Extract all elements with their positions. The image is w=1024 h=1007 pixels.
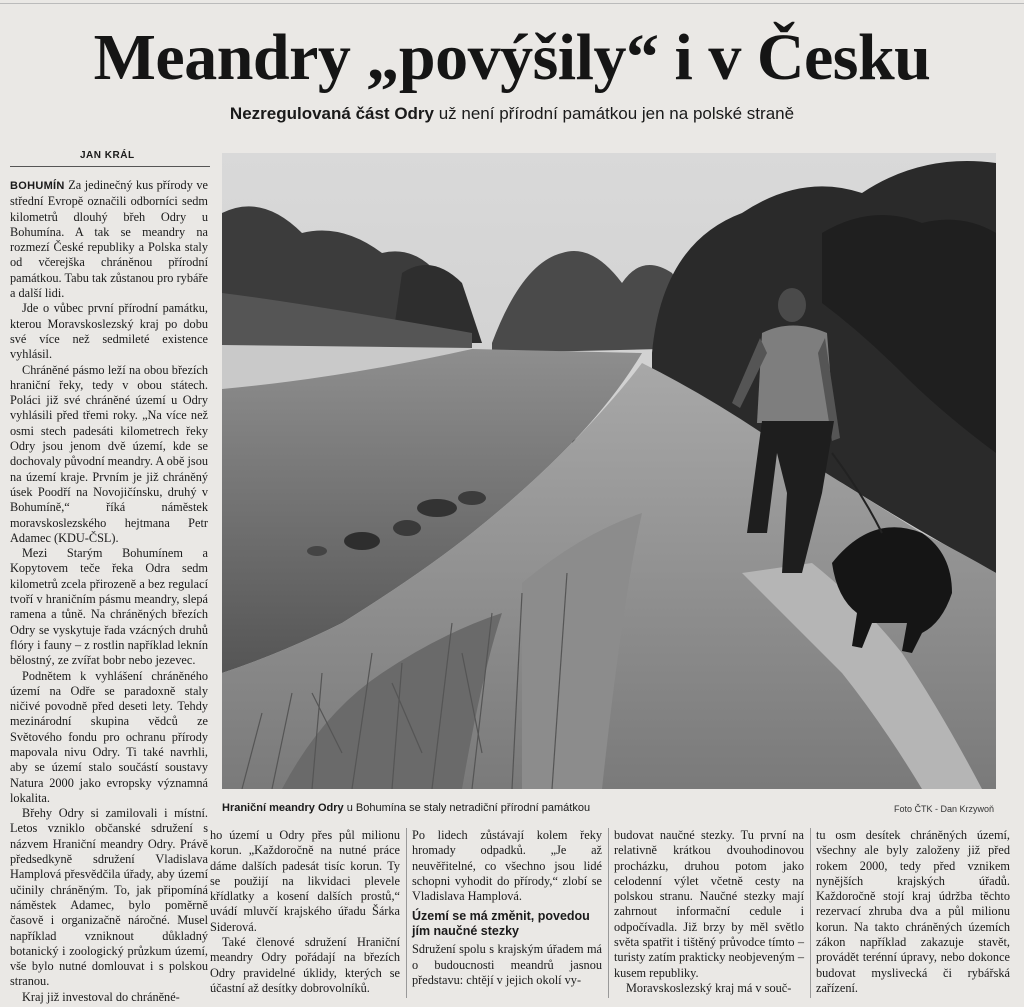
author-byline: JAN KRÁL (80, 150, 135, 161)
paragraph: ho území u Odry přes půl milionu korun. „Každoročně na nutné práce dáme dalších padesát tisíc korun. Ty se použijí na likvidaci plevele křídlatky a kosení dalších prostů,“ uvádí mluvčí krajského úřadu Šárka Siderová. (210, 828, 400, 934)
column-5 (816, 828, 1010, 996)
paragraph (10, 178, 208, 301)
column-divider (406, 828, 407, 998)
photo-credit: Foto ČTK - Dan Krzywoň (893, 804, 994, 814)
column-divider (608, 828, 609, 998)
paragraph: Moravskoslezský kraj má v souč- (626, 980, 792, 995)
column-1 (10, 178, 208, 1005)
photo-caption (222, 802, 590, 814)
paragraph: Podnětem k vyhlášení chráněného území na Odře se paradoxně staly ničivé povodně před deseti lety. Tehdy mezinárodní skupina vědců ze Světového fondu pro ochranu přírody mapovala nivu Odry. Ti také navrhli, aby se území stalo součástí soustavy Natura 2000 jako evropsky významná lokalita. (10, 668, 208, 805)
dateline: BOHUMÍN (10, 180, 65, 192)
photo-illustration (222, 153, 996, 789)
intertitle: Území se má změnit, povedou jím naučné stezky (412, 909, 590, 939)
paragraph: Po lidech zůstávají kolem řeky hromady odpadků. „Je až neuvěřitelné, co všechno jsou lidé schopni vyhodit do přírody,“ zlobí se Vladislava Hamplová. (412, 828, 602, 904)
paragraph-text: Za jedinečný kus přírody ve střední Evropě označili odborníci sedm kilometrů dlouhý břeh Odry u Bohumína. A tak se meandry na rozmezí České republiky a Polska staly od včerejška chráněnou přírodní památkou. Tabu tak zůstanou pro rybáře a další lidi. (10, 178, 208, 301)
subhead-bold: Nezregulovaná část Odry (229, 104, 434, 123)
column-4 (614, 828, 804, 996)
column-2 (210, 828, 400, 996)
paragraph: Chráněné pásmo leží na obou březích hraniční řeky, tedy v obou státech. Poláci již své chráněné území u Odry vyhlásili před třemi roky. „Na více než osmi stech padesáti kilometrech řeky Odry jsou jenom dvě území, kde se dochovaly původní meandry. A obě jsou na území kraje. Prvním je již chráněný úsek Poodří na Novojičínsku, druhý v Bohumíně,“ říká náměstek moravskoslezského hejtmana Petr Adamec (KDU-ČSL). (10, 362, 208, 545)
caption-rest: u Bohumína se staly netradiční přírodní památkou (343, 802, 591, 814)
paragraph: Mezi Starým Bohumínem a Kopytovem teče řeka Odra sedm kilometrů zcela přirozeně a bez regulací tvoří v hraničním pásmu meandry, slepá ramena a tůně. Na chráněných březích Odry se vyskytuje řada vzácných druhů flóry i fauny – z rostlin například leknín bělostný, ze zvířat bobr nebo jezevec. (10, 546, 208, 668)
paragraph: Také členové sdružení Hraniční meandry Odry pořádají na březích Odry pravidelné úklidy, kterých se účastní až desítky dobrovolníků. (210, 935, 400, 995)
subhead-rest: už není přírodní památkou jen na polské straně (434, 104, 795, 123)
paragraph: Kraj již investoval do chráněné- (22, 989, 180, 1004)
paragraph: tu osm desítek chráněných území, všechny ale byly založeny již před rokem 2000, tedy před vznikem nynějších krajských úřadů. Každoročně stojí kraj údržba těchto rezervací zhruba dva a půl milionu korun. Na takto chráněných územích zákon například zakazuje stavět, provádět terénní úpravy, nebo dokonce budovat myslivecká či rybářská zařízení. (816, 828, 1010, 995)
paragraph: Sdružení spolu s krajským úřadem má o budoucnosti meandrů jasnou představu: chtějí v jejich okolí vy- (412, 942, 602, 988)
paragraph: Jde o vůbec první přírodní památku, kterou Moravskoslezský kraj po dobu své více než sedmileté existence vyhlásil. (10, 301, 208, 362)
column-3 (412, 828, 602, 988)
paragraph: Břehy Odry si zamilovali i místní. Letos vzniklo občanské sdružení s názvem Hraniční meandry Odry. Právě předsedkyně sdružení Vladislava Hamplová přesvědčila úřady, aby území učinily chráněným. To, jak připomíná náměstek Adamec, bylo poměrně časově i organizačně náročné. Musel například vzniknout důkladný botanický i zoologický průzkum území, vše bylo nutné domlouvat i s polskou stranou. (10, 806, 208, 989)
headline: Meandry „povýšily“ i v Česku (93, 21, 931, 94)
caption-bold: Hraniční meandry Odry (222, 802, 344, 814)
paragraph: budovat naučné stezky. Tu první na relativně krátkou dvouhodinovou procházku, druhou potom jako celodenní výlet včetně cesty na polskou stranu. Naučné stezky mají zahrnout informační cedule i odpočívadla. Již brzy by měl světlo světa spatřit i tištěný průvodce tímto – turisty zatím prakticky neobjeveným – kusem republiky. (614, 828, 804, 980)
river-photo (222, 153, 996, 789)
top-rule (0, 3, 1024, 4)
column-divider (810, 828, 811, 998)
subheadline (0, 104, 1024, 124)
author-rule (10, 166, 210, 167)
